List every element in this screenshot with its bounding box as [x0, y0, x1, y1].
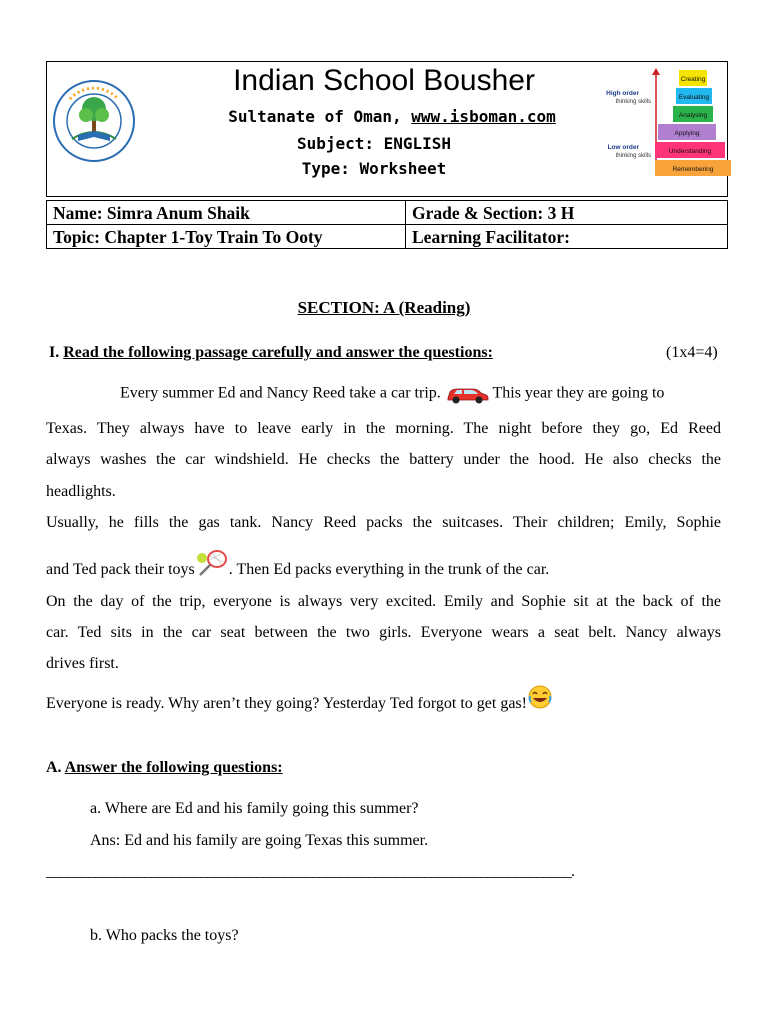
answer-a: Ans: Ed and his family are going Texas this summer. [90, 832, 429, 849]
info-row [47, 225, 728, 249]
high-order-sub: thinking skills [615, 99, 651, 105]
student-info-table [46, 200, 728, 249]
pyramid-label-creating: Creating [680, 76, 706, 83]
school-name: Indian School Bousher [233, 64, 535, 97]
passage-text: Every summer Ed and Nancy Reed take a car trip. [120, 384, 441, 402]
question-number: I. [49, 344, 64, 361]
question-1-heading [49, 344, 493, 362]
country-prefix: Sultanate of Oman, [228, 107, 412, 126]
laughing-emoji-icon [527, 684, 553, 710]
tennis-racket-icon [195, 548, 229, 578]
type-line: Type: Worksheet [301, 159, 447, 178]
passage-line-2: Texas. They always have to leave early in the morning. The night before they go, Ed Reed [46, 420, 721, 437]
low-order-sub: thinking skills [615, 153, 651, 159]
high-order-label: High order [606, 90, 639, 97]
passage-text: . Then Ed packs everything in the trunk of the car. [228, 561, 550, 578]
answer-blank-line[interactable]: ___________________________________________________________________________. [46, 863, 574, 880]
passage-line-10 [46, 695, 553, 713]
question-b: b. Who packs the toys? [90, 927, 239, 944]
arrow-head-icon [652, 68, 660, 75]
subsection-a-heading [46, 759, 283, 777]
passage-line-8: car. Ted sits in the car seat between the two girls. Everyone wears a seat belt. Nancy always [46, 624, 721, 641]
info-row [47, 201, 728, 225]
passage-line-9: drives first. [46, 655, 119, 672]
passage-line-7: On the day of the trip, everyone is always very excited. Emily and Sophie sit at the back of the [46, 593, 721, 610]
subject-line: Subject: ENGLISH [296, 134, 452, 153]
low-order-label: Low order [607, 144, 639, 151]
question-marks: (1x4=4) [666, 344, 718, 361]
car-icon [445, 384, 489, 404]
student-name: Name: Simra Anum Shaik [47, 201, 406, 225]
subsection-label: A. [46, 759, 65, 776]
question-a: a. Where are Ed and his family going this summer? [90, 800, 419, 817]
grade-section: Grade & Section: 3 H [406, 201, 728, 225]
blooms-taxonomy-pyramid [603, 67, 737, 179]
learning-facilitator: Learning Facilitator: [406, 225, 728, 249]
passage-text: Everyone is ready. Why aren’t they going? Yesterday Ted forgot to get gas! [46, 695, 527, 712]
passage-line-3: always washes the car windshield. He checks the battery under the hood. He also checks the [46, 451, 721, 468]
pyramid-label-analysing: Analysing [678, 112, 708, 119]
website-link[interactable]: www.isboman.com [411, 107, 556, 126]
passage-line-5: Usually, he fills the gas tank. Nancy Reed packs the suitcases. Their children; Emily, Sophie [46, 514, 721, 531]
passage-line-1 [120, 384, 721, 404]
subsection-title: Answer the following questions: [64, 759, 283, 776]
pyramid-label-applying: Applying [674, 130, 700, 137]
pyramid-label-understanding: Understanding [668, 148, 712, 155]
topic: Topic: Chapter 1-Toy Train To Ooty [47, 225, 406, 249]
passage-line-6 [46, 561, 549, 579]
passage-text: and Ted pack their toys [46, 561, 195, 578]
pyramid-label-remembering: Remembering [672, 166, 714, 173]
passage-line-4: headlights. [46, 483, 116, 500]
section-title: SECTION: A (Reading) [297, 298, 471, 317]
pyramid-label-evaluating: Evaluating [678, 94, 710, 101]
passage-text: This year they are going to [488, 384, 665, 402]
question-instruction: Read the following passage carefully and answer the questions: [63, 344, 493, 361]
